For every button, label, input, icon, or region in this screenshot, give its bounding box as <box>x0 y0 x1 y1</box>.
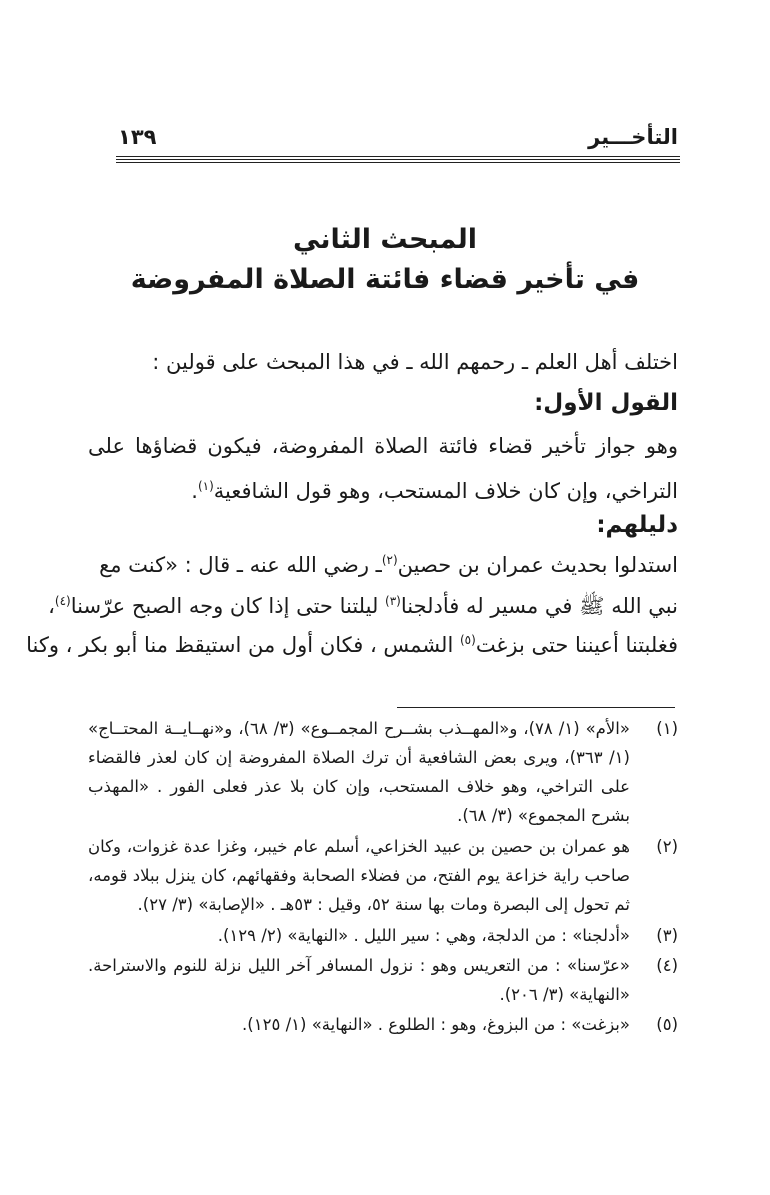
footnote-ref-1: (١) <box>197 479 214 493</box>
evidence-label: دليلهم: <box>596 512 678 538</box>
evidence-line-1 <box>93 553 678 577</box>
footnote-item <box>88 921 678 950</box>
first-opinion-text: وهو جواز تأخير قضاء فائتة الصلاة المفروضة، فيكون قضاؤها على التراخي، وإن كان خلاف المستحب، وهو قول الشافعية <box>88 434 678 503</box>
running-title: التأخـــير <box>588 125 678 149</box>
first-opinion-paragraph <box>88 426 678 511</box>
first-opinion-label: القول الأول: <box>534 390 678 416</box>
footnote-item <box>88 951 678 1009</box>
evidence-line-2 <box>48 593 678 624</box>
footnote-text: «عرّسنا» : من التعريس وهو : نزول المسافر آخر الليل نزلة للنوم والاستراحة. «النهاية» (٣/ ٢٠٦). <box>88 956 630 1004</box>
footnote-ref-2: (٢) <box>381 553 398 567</box>
footnote-item <box>88 1010 678 1039</box>
footnote-number: (٢) <box>656 837 678 856</box>
footnote-number: (٥) <box>656 1015 678 1034</box>
evidence-text: ـ رضي الله عنه ـ قال : «كنت مع <box>99 553 382 577</box>
evidence-line-3 <box>26 633 678 657</box>
footnote-item <box>88 832 678 919</box>
page-number: ١٣٩ <box>118 125 157 149</box>
footnote-text: «أدلجنا» : من الدلجة، وهي : سير الليل . «النهاية» (٢/ ١٢٩). <box>217 926 630 945</box>
footnote-divider <box>397 707 675 708</box>
evidence-text: ، <box>48 594 55 618</box>
header-divider <box>116 156 680 163</box>
first-opinion-end: . <box>191 479 198 503</box>
section-heading: المبحث الثاني <box>293 224 477 255</box>
evidence-text: الشمس ، فكان أول من استيقظ منا أبو بكر ، وكنا <box>26 633 454 657</box>
intro-paragraph: اختلف أهل العلم ـ رحمهم الله ـ في هذا المبحث على قولين : <box>152 350 678 374</box>
footnote-ref-3: (٣) <box>385 594 401 608</box>
footnote-text: «بزغت» : من البزوغ، وهو : الطلوع . «النهاية» (١/ ١٢٥). <box>242 1015 630 1034</box>
evidence-text: فغلبتنا أعيننا حتى بزغت <box>475 633 678 657</box>
evidence-text: نبي الله ﷺ في مسير له فأدلجنا <box>400 594 678 618</box>
section-subtitle: في تأخير قضاء فائتة الصلاة المفروضة <box>130 264 640 295</box>
footnote-text: هو عمران بن حصين بن عبيد الخزاعي، أسلم عام خيبر، وغزا عدة غزوات، وكان صاحب راية خزاعة يوم الفتح، من فضلاء الصحابة وفقهائهم، كان ينزل ببلاد قومه، ثم تحول إلى البصرة ومات بها سنة ٥٢، وقيل : ٥٣هـ . «الإصابة» (٣/ ٢٧). <box>88 837 630 914</box>
footnote-number: (١) <box>656 719 678 738</box>
footnote-item <box>88 714 678 830</box>
footnote-number: (٤) <box>656 956 678 975</box>
evidence-text: ليلتنا حتى إذا كان وجه الصبح عرّسنا <box>70 594 379 618</box>
evidence-text: استدلوا بحديث عمران بن حصين <box>397 553 678 577</box>
footnote-text: «الأم» (١/ ٧٨)، و«المهــذب بشــرح المجمــوع» (٣/ ٦٨)، و«نهــايــة المحتــاج» (١/ ٣٦٣)، ويرى بعض الشافعية أن ترك الصلاة المفروضة إن كان لعذر فالقضاء على التراخي، وهو خلاف المستحب، وإن كان بلا عذر فعلى الفور . «المهذب بشرح المجموع» (٣/ ٦٨). <box>88 719 630 825</box>
footnote-ref-5: (٥) <box>459 633 476 647</box>
footnote-ref-4: (٤) <box>54 594 71 608</box>
footnote-number: (٣) <box>656 926 678 945</box>
